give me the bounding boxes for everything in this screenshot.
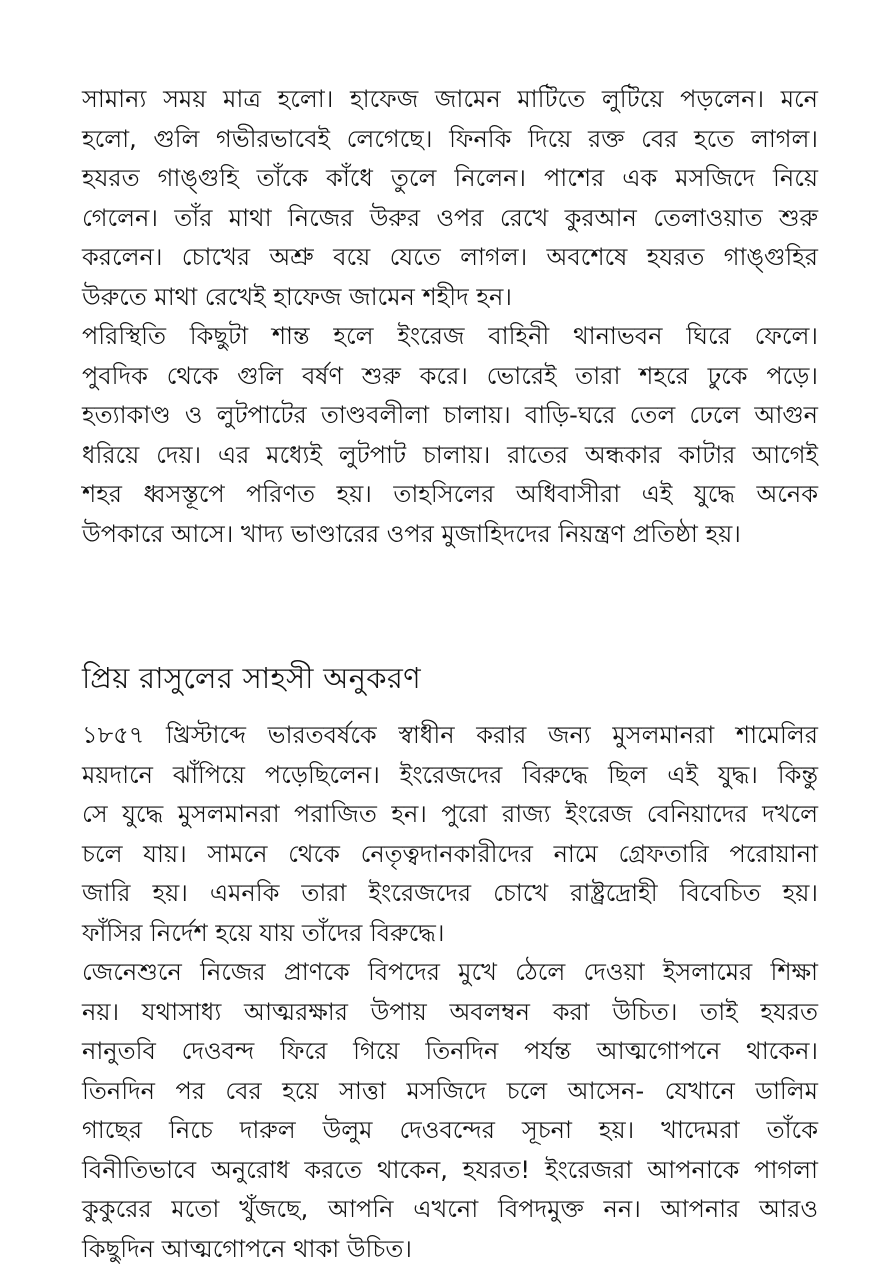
text-line: তিনদিন পর বের হয়ে সাত্তা মসজিদে চলে আসেন- যেখানে ডালিম bbox=[82, 1072, 818, 1112]
text-line: ১৮৫৭ খ্রিস্টাব্দে ভারতবর্ষকে স্বাধীন করার জন্য মুসলমানরা শামেলির bbox=[82, 716, 818, 756]
paragraph-3 bbox=[82, 716, 818, 953]
text-line: পরিস্থিতি কিছুটা শান্ত হলে ইংরেজ বাহিনী থানাভবন ঘিরে ফেলে। bbox=[82, 317, 818, 357]
section-heading: প্রিয় রাসুলের সাহসী অনুকরণ bbox=[82, 658, 818, 698]
text-line: নানুতবি দেওবন্দ ফিরে গিয়ে তিনদিন পর্যন্ত আত্মগোপনে থাকেন। bbox=[82, 1032, 818, 1072]
text-line: পুবদিক থেকে গুলি বর্ষণ শুরু করে। ভোরেই তারা শহরে ঢুকে পড়ে। bbox=[82, 357, 818, 397]
text-line: উরুতে মাথা রেখেই হাফেজ জামেন শহীদ হন। bbox=[82, 278, 818, 318]
text-line: চলে যায়। সামনে থেকে নেতৃত্বদানকারীদের নামে গ্রেফতারি পরোয়ানা bbox=[82, 835, 818, 875]
text-line: ময়দানে ঝাঁপিয়ে পড়েছিলেন। ইংরেজদের বিরুদ্ধে ছিল এই যুদ্ধ। কিন্তু bbox=[82, 756, 818, 796]
text-line: জেনেশুনে নিজের প্রাণকে বিপদের মুখে ঠেলে দেওয়া ইসলামের শিক্ষা bbox=[82, 953, 818, 993]
text-line: হলো, গুলি গভীরভাবেই লেগেছে। ফিনকি দিয়ে রক্ত বের হতে লাগল। bbox=[82, 120, 818, 160]
text-line: করলেন। চোখের অশ্রু বয়ে যেতে লাগল। অবশেষে হযরত গাঙ্গুহির bbox=[82, 238, 818, 278]
text-line: কিছুদিন আত্মগোপনে থাকা উচিত। bbox=[82, 1230, 818, 1269]
text-line: ধরিয়ে দেয়। এর মধ্যেই লুটপাট চালায়। রাতের অন্ধকার কাটার আগেই bbox=[82, 436, 818, 476]
paragraph-2 bbox=[82, 317, 818, 554]
text-line: উপকারে আসে। খাদ্য ভাণ্ডারের ওপর মুজাহিদদের নিয়ন্ত্রণ প্রতিষ্ঠা হয়। bbox=[82, 515, 818, 555]
text-line: নয়। যথাসাধ্য আত্মরক্ষার উপায় অবলম্বন করা উচিত। তাই হযরত bbox=[82, 993, 818, 1033]
text-line: হযরত গাঙ্গুহি তাঁকে কাঁধে তুলে নিলেন। পাশের এক মসজিদে নিয়ে bbox=[82, 159, 818, 199]
section-2 bbox=[82, 658, 818, 1269]
text-line: জারি হয়। এমনকি তারা ইংরেজদের চোখে রাষ্ট্রদ্রোহী বিবেচিত হয়। bbox=[82, 874, 818, 914]
text-line: সে যুদ্ধে মুসলমানরা পরাজিত হন। পুরো রাজ্য ইংরেজ বেনিয়াদের দখলে bbox=[82, 795, 818, 835]
paragraph-1 bbox=[82, 80, 818, 317]
text-line: গাছের নিচে দারুল উলুম দেওবন্দের সূচনা হয়। খাদেমরা তাঁকে bbox=[82, 1111, 818, 1151]
text-line: গেলেন। তাঁর মাথা নিজের উরুর ওপর রেখে কুরআন তেলাওয়াত শুরু bbox=[82, 199, 818, 239]
paragraph-4 bbox=[82, 953, 818, 1269]
text-line: শহর ধ্বসস্তূপে পরিণত হয়। তাহসিলের অধিবাসীরা এই যুদ্ধে অনেক bbox=[82, 475, 818, 515]
text-line: ফাঁসির নির্দেশ হয়ে যায় তাঁদের বিরুদ্ধে। bbox=[82, 914, 818, 954]
section-1 bbox=[82, 80, 818, 554]
text-line: হত্যাকাণ্ড ও লুটপাটের তাণ্ডবলীলা চালায়। বাড়ি-ঘরে তেল ঢেলে আগুন bbox=[82, 396, 818, 436]
text-line: কুকুরের মতো খুঁজছে, আপনি এখনো বিপদমুক্ত নন। আপনার আরও bbox=[82, 1190, 818, 1230]
text-line: বিনীতিভাবে অনুরোধ করতে থাকেন, হযরত! ইংরেজরা আপনাকে পাগলা bbox=[82, 1151, 818, 1191]
text-line: সামান্য সময় মাত্র হলো। হাফেজ জামেন মাটিতে লুটিয়ে পড়লেন। মনে bbox=[82, 80, 818, 120]
